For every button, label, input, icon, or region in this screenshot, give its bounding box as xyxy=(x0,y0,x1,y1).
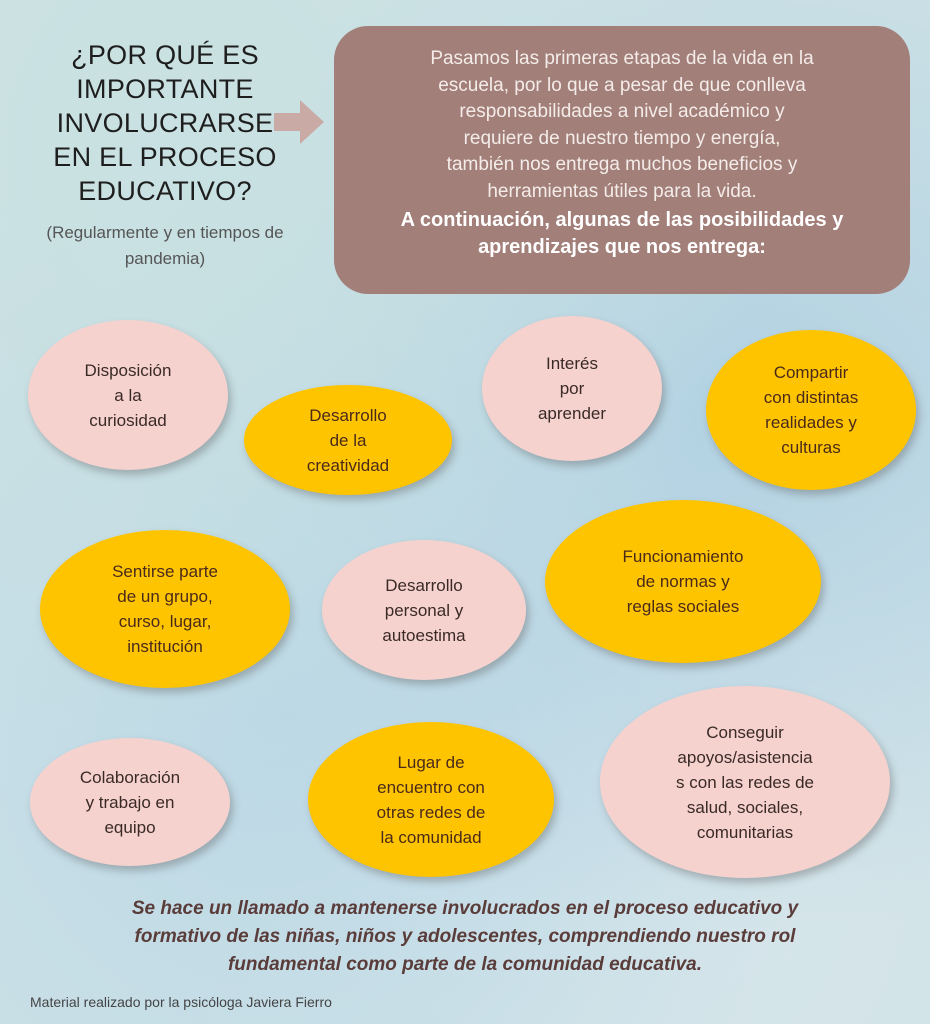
info-box xyxy=(334,26,910,294)
bubble-colaboracion-equipo xyxy=(30,738,230,866)
bubble-line: con distintas xyxy=(763,388,859,407)
bubble-line: realidades y xyxy=(765,413,857,432)
bubble-line: Compartir xyxy=(773,363,849,382)
bubble-line: de un grupo, xyxy=(117,587,213,606)
bubble-line: curiosidad xyxy=(89,410,167,430)
bubble-interes-aprender xyxy=(482,316,662,461)
bubble-line: culturas xyxy=(781,438,841,457)
subtitle-line: (Regularmente y en tiempos de xyxy=(46,223,284,242)
bubble-line: autoestima xyxy=(382,625,466,645)
bubble-line: Interés xyxy=(546,354,598,373)
bubble-line: reglas sociales xyxy=(626,597,740,616)
info-line: herramientas útiles para la vida. xyxy=(487,180,757,202)
highlight-line: A continuación, algunas de las posibilidades y xyxy=(400,209,844,231)
bubble-funcionamiento-normas xyxy=(545,500,821,663)
subtitle xyxy=(0,220,330,272)
bubble-line: a la xyxy=(114,385,142,405)
footer-message xyxy=(40,895,890,979)
title-line: EN EL PROCESO xyxy=(53,142,277,172)
bubble-line: salud, sociales, xyxy=(686,797,804,817)
bubble-line: Desarrollo xyxy=(309,405,387,425)
bubble-line: de normas y xyxy=(636,572,730,591)
right-arrow-icon xyxy=(274,100,324,144)
title-line: EDUCATIVO? xyxy=(78,176,252,206)
bubble-line: Disposición xyxy=(84,360,172,380)
bubble-line: de la xyxy=(329,430,367,450)
bubble-line: personal y xyxy=(384,600,464,620)
bubble-line: Funcionamiento xyxy=(622,547,744,566)
bubble-line: Sentirse parte xyxy=(112,562,218,581)
bubble-compartir-realidades xyxy=(706,330,916,490)
main-title xyxy=(20,38,310,208)
bubble-desarrollo-personal xyxy=(322,540,526,680)
footer-line: fundamental como parte de la comunidad educativa. xyxy=(227,954,703,975)
bubble-conseguir-apoyos xyxy=(600,686,890,878)
info-line: Pasamos las primeras etapas de la vida en la xyxy=(430,48,814,69)
bubble-lugar-encuentro xyxy=(308,722,554,877)
info-line: requiere de nuestro tiempo y energía, xyxy=(463,127,781,149)
bubble-line: equipo xyxy=(104,817,156,837)
bubble-line: comunitarias xyxy=(696,822,794,842)
bubble-sentirse-parte xyxy=(40,530,290,688)
footer-line: Se hace un llamado a mantenerse involucrados en el proceso educativo y xyxy=(131,898,799,919)
bubble-line: Conseguir xyxy=(706,722,784,742)
bubble-line: curso, lugar, xyxy=(118,612,212,631)
info-text xyxy=(354,46,890,205)
info-line: también nos entrega muchos beneficios y xyxy=(446,154,798,175)
bubble-line: Lugar de xyxy=(397,752,465,772)
bubble-line: la comunidad xyxy=(380,827,482,847)
bubble-line: Colaboración xyxy=(79,767,181,787)
bubble-line: por xyxy=(559,379,585,398)
title-line: INVOLUCRARSE xyxy=(56,108,274,138)
bubble-line: creatividad xyxy=(306,455,390,475)
credit-text: Material realizado por la psicóloga Javiera Fierro xyxy=(30,994,332,1010)
info-highlight xyxy=(354,207,890,261)
subtitle-line: pandemia) xyxy=(124,249,206,268)
bubble-disposicion-curiosidad xyxy=(28,320,228,470)
info-line: escuela, por lo que a pesar de que conlleva xyxy=(438,74,806,96)
bubble-line: aprender xyxy=(537,404,607,423)
bubble-line: y trabajo en xyxy=(85,792,175,812)
bubble-line: encuentro con xyxy=(377,777,485,797)
title-line: IMPORTANTE xyxy=(76,74,254,104)
bubble-line: institución xyxy=(127,637,203,656)
bubble-line: s con las redes de xyxy=(676,772,814,792)
title-line: ¿POR QUÉ ES xyxy=(71,40,259,70)
info-line: responsabilidades a nivel académico y xyxy=(459,101,785,122)
bubble-line: otras redes de xyxy=(376,802,486,822)
bubble-line: apoyos/asistencia xyxy=(677,747,813,767)
footer-line: formativo de las niñas, niños y adolescentes, comprendiendo nuestro rol xyxy=(134,926,796,947)
bubble-line: Desarrollo xyxy=(385,575,463,595)
bubble-desarrollo-creatividad xyxy=(244,385,452,495)
highlight-line: aprendizajes que nos entrega: xyxy=(478,236,766,258)
